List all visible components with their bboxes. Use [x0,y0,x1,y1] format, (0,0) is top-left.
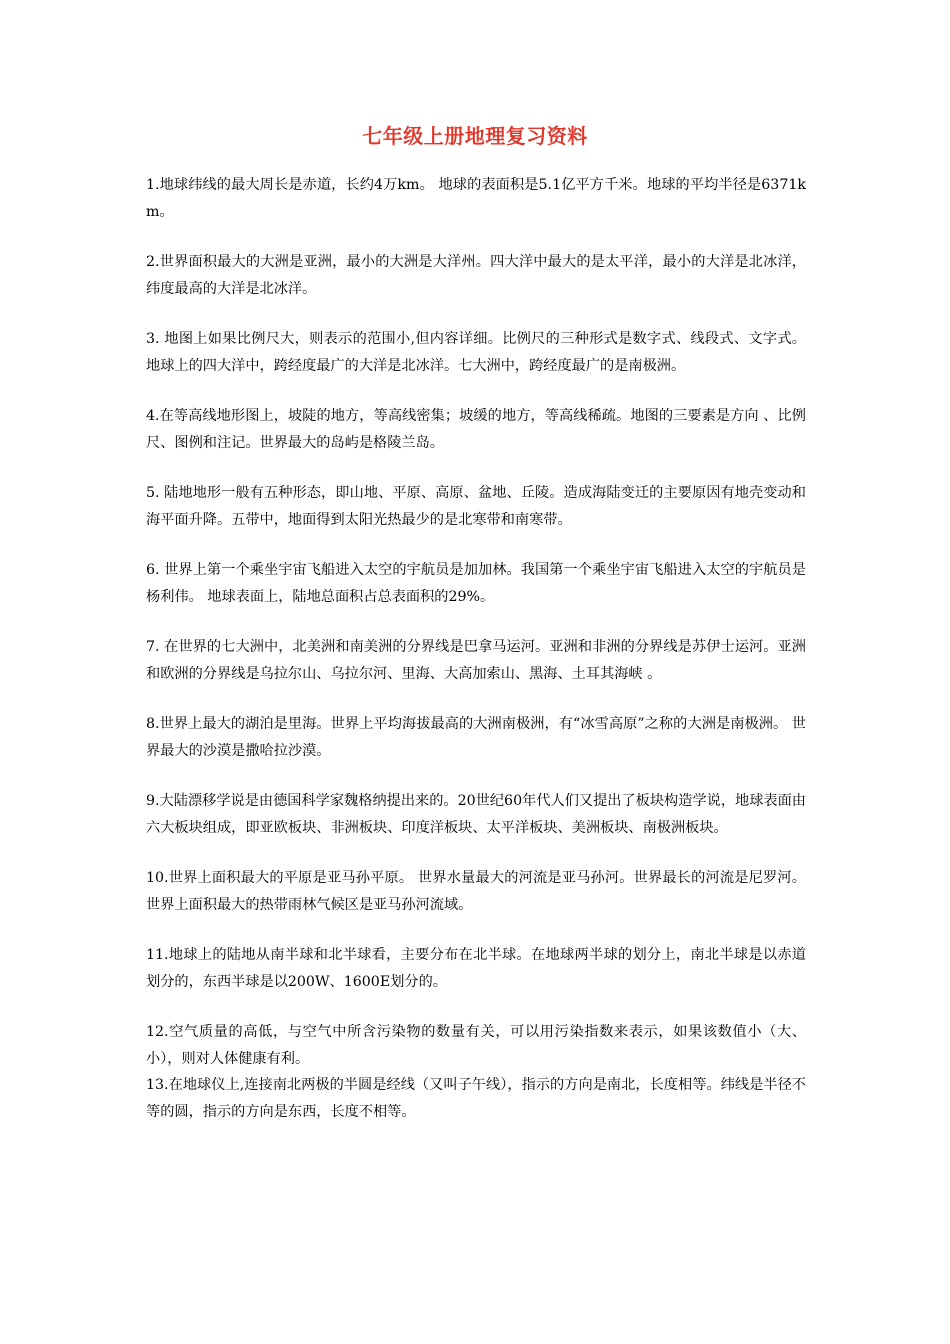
paragraph-6: 6. 世界上第一个乘坐宇宙飞船进入太空的宇航员是加加林。我国第一个乘坐宇宙飞船进入太空的宇航员是杨利伟。 地球表面上，陆地总面积占总表面积的29%。 [146,562,806,605]
paragraph-9: 9.大陆漂移学说是由德国科学家魏格纳提出来的。20世纪60年代人们又提出了板块构造学说，地球表面由六大板块组成，即亚欧板块、非洲板块、印度洋板块、太平洋板块、美洲板块、南极洲板块。 [146,793,806,836]
paragraph-13: 13.在地球仪上,连接南北两极的半圆是经线（又叫子午线），指示的方向是南北，长度相等。纬线是半径不等的圆，指示的方向是东西，长度不相等。 [146,1077,806,1120]
page-title: 七年级上册地理复习资料 [362,124,588,148]
paragraph-5: 5. 陆地地形一般有五种形态，即山地、平原、高原、盆地、丘陵。造成海陆变迁的主要原因有地壳变动和海平面升降。五带中，地面得到太阳光热最少的是北寒带和南寒带。 [146,485,806,528]
paragraph-2: 2.世界面积最大的大洲是亚洲，最小的大洲是大洋州。四大洋中最大的是太平洋，最小的大洋是北冰洋，纬度最高的大洋是北冰洋。 [146,254,806,297]
paragraph-1: 1.地球纬线的最大周长是赤道，长约4万km。 地球的表面积是5.1亿平方千米。地球的平均半径是6371km。 [146,177,806,220]
paragraph-4: 4.在等高线地形图上，坡陡的地方，等高线密集；坡缓的地方，等高线稀疏。地图的三要素是方向 、比例尺、图例和注记。世界最大的岛屿是格陵兰岛。 [146,408,806,451]
paragraph-12: 12.空气质量的高低，与空气中所含污染物的数量有关，可以用污染指数来表示，如果该数值小（大、小），则对人体健康有利。 [146,1024,806,1067]
document-body [146,172,806,1125]
paragraph-8: 8.世界上最大的湖泊是里海。世界上平均海拔最高的大洲南极洲，有“冰雪高原”之称的大洲是南极洲。 世界最大的沙漠是撒哈拉沙漠。 [146,716,806,759]
paragraph-11: 11.地球上的陆地从南半球和北半球看，主要分布在北半球。在地球两半球的划分上，南北半球是以赤道划分的，东西半球是以200W、1600E划分的。 [146,947,806,990]
paragraph-10: 10.世界上面积最大的平原是亚马孙平原。 世界水量最大的河流是亚马孙河。世界最长的河流是尼罗河。世界上面积最大的热带雨林气候区是亚马孙河流域。 [146,870,806,913]
paragraph-7: 7. 在世界的七大洲中，北美洲和南美洲的分界线是巴拿马运河。亚洲和非洲的分界线是苏伊士运河。亚洲和欧洲的分界线是乌拉尔山、乌拉尔河、里海、大高加索山、黑海、土耳其海峡 。 [146,639,806,682]
paragraph-3: 3. 地图上如果比例尺大，则表示的范围小,但内容详细。比例尺的三种形式是数字式、线段式、文字式。地球上的四大洋中，跨经度最广的大洋是北冰洋。七大洲中，跨经度最广的是南极洲。 [146,331,806,374]
